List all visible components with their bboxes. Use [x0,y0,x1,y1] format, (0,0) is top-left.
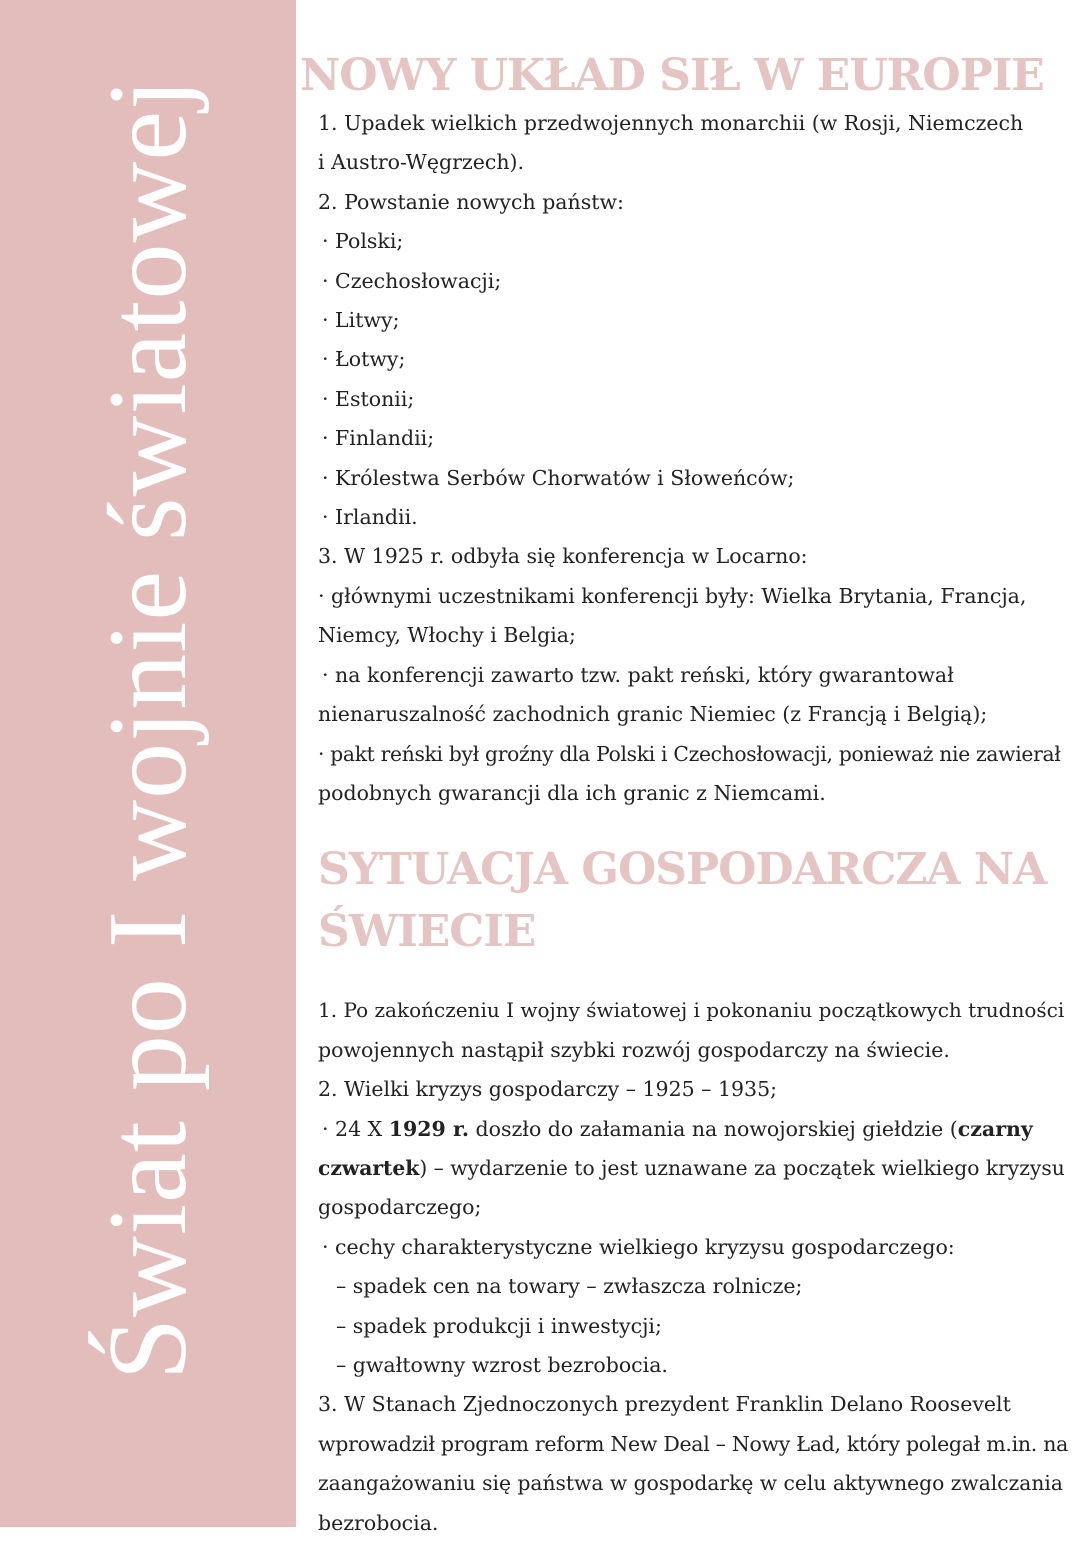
list-item: · Litwy; [322,308,400,333]
list-item [318,1110,1066,1149]
section-heading-economy [318,839,1066,963]
section1-body [318,104,1066,813]
section-heading-europe: NOWY UKŁAD SIŁ W EUROPIE [300,50,1044,101]
sidebar-title: Świat po I wojnie światowej [86,77,210,1381]
list-item: · Czechosłowacji; [322,268,502,293]
text-line: wprowadził program reform New Deal – Nowy Ład, który polegał m.in. na [318,1431,1069,1456]
list-item: · pakt reński był groźny dla Polski i Czechosłowacji, ponieważ nie zawierał [318,741,1061,766]
list-item: · głównymi uczestnikami konferencji były: Wielka Brytania, Francja, [318,583,1027,608]
crash-year: 1929 r. [388,1116,469,1141]
crash-prefix: · 24 X [322,1116,389,1141]
text-line: podobnych gwarancji dla ich granic z Niemcami. [318,780,826,805]
text-line: 3. W 1925 r. odbyła się konferencja w Locarno: [318,544,808,569]
text-line [318,1149,1066,1188]
text-line: 1. Po zakończeniu I wojny światowej i pokonaniu początkowych trudności [318,998,1065,1023]
list-item: · cechy charakterystyczne wielkiego kryzysu gospodarczego: [322,1234,955,1259]
list-item: · Finlandii; [322,426,435,451]
text-line: 3. W Stanach Zjednoczonych prezydent Franklin Delano Roosevelt [318,1392,1011,1417]
list-item: · Irlandii. [322,505,418,530]
text-line: powojennych nastąpił szybki rozwój gospodarczy na świecie. [318,1037,950,1062]
content [300,48,1069,1543]
sidebar [0,0,296,1527]
list-item: · Polski; [322,229,404,254]
text-line: 2. Wielki kryzys gospodarczy – 1925 – 1935; [318,1077,778,1102]
heading-line: ŚWIECIE [318,906,536,958]
heading-line: SYTUACJA GOSPODARCZA NA [318,844,1047,896]
list-item: · na konferencji zawarto tzw. pakt reński, który gwarantował [322,662,954,687]
text-line: Niemcy, Włochy i Belgia; [318,623,576,648]
list-subitem: – spadek produkcji i inwestycji; [336,1313,662,1338]
section2-body [318,991,1069,1543]
text-line: 2. Powstanie nowych państw: [318,189,624,214]
crash-text: doszło do załamania na nowojorskiej giełdzie ( [469,1116,958,1141]
list-item: · Królestwa Serbów Chorwatów i Słoweńców; [322,465,795,490]
text-line: gospodarczego; [318,1195,482,1220]
crash-bold: czarny [957,1116,1033,1141]
list-subitem: – spadek cen na towary – zwłaszcza rolnicze; [336,1274,803,1299]
text-line: bezrobocia. [318,1510,439,1535]
list-item: · Estonii; [322,386,415,411]
list-subitem: – gwałtowny wzrost bezrobocia. [336,1352,668,1377]
text-line: nienaruszalność zachodnich granic Niemiec (z Francją i Belgią); [318,702,988,727]
text-line: zaangażowaniu się państwa w gospodarkę w celu aktywnego zwalczania [318,1471,1063,1496]
text-line: i Austro-Węgrzech). [318,150,525,175]
text-line: 1. Upadek wielkich przedwojennych monarchii (w Rosji, Niemczech [318,111,1024,135]
list-item: · Łotwy; [322,347,406,372]
crash-text: ) – wydarzenie to jest uznawane za początek wielkiego kryzysu [419,1155,1065,1180]
crash-bold: czwartek [318,1155,420,1180]
